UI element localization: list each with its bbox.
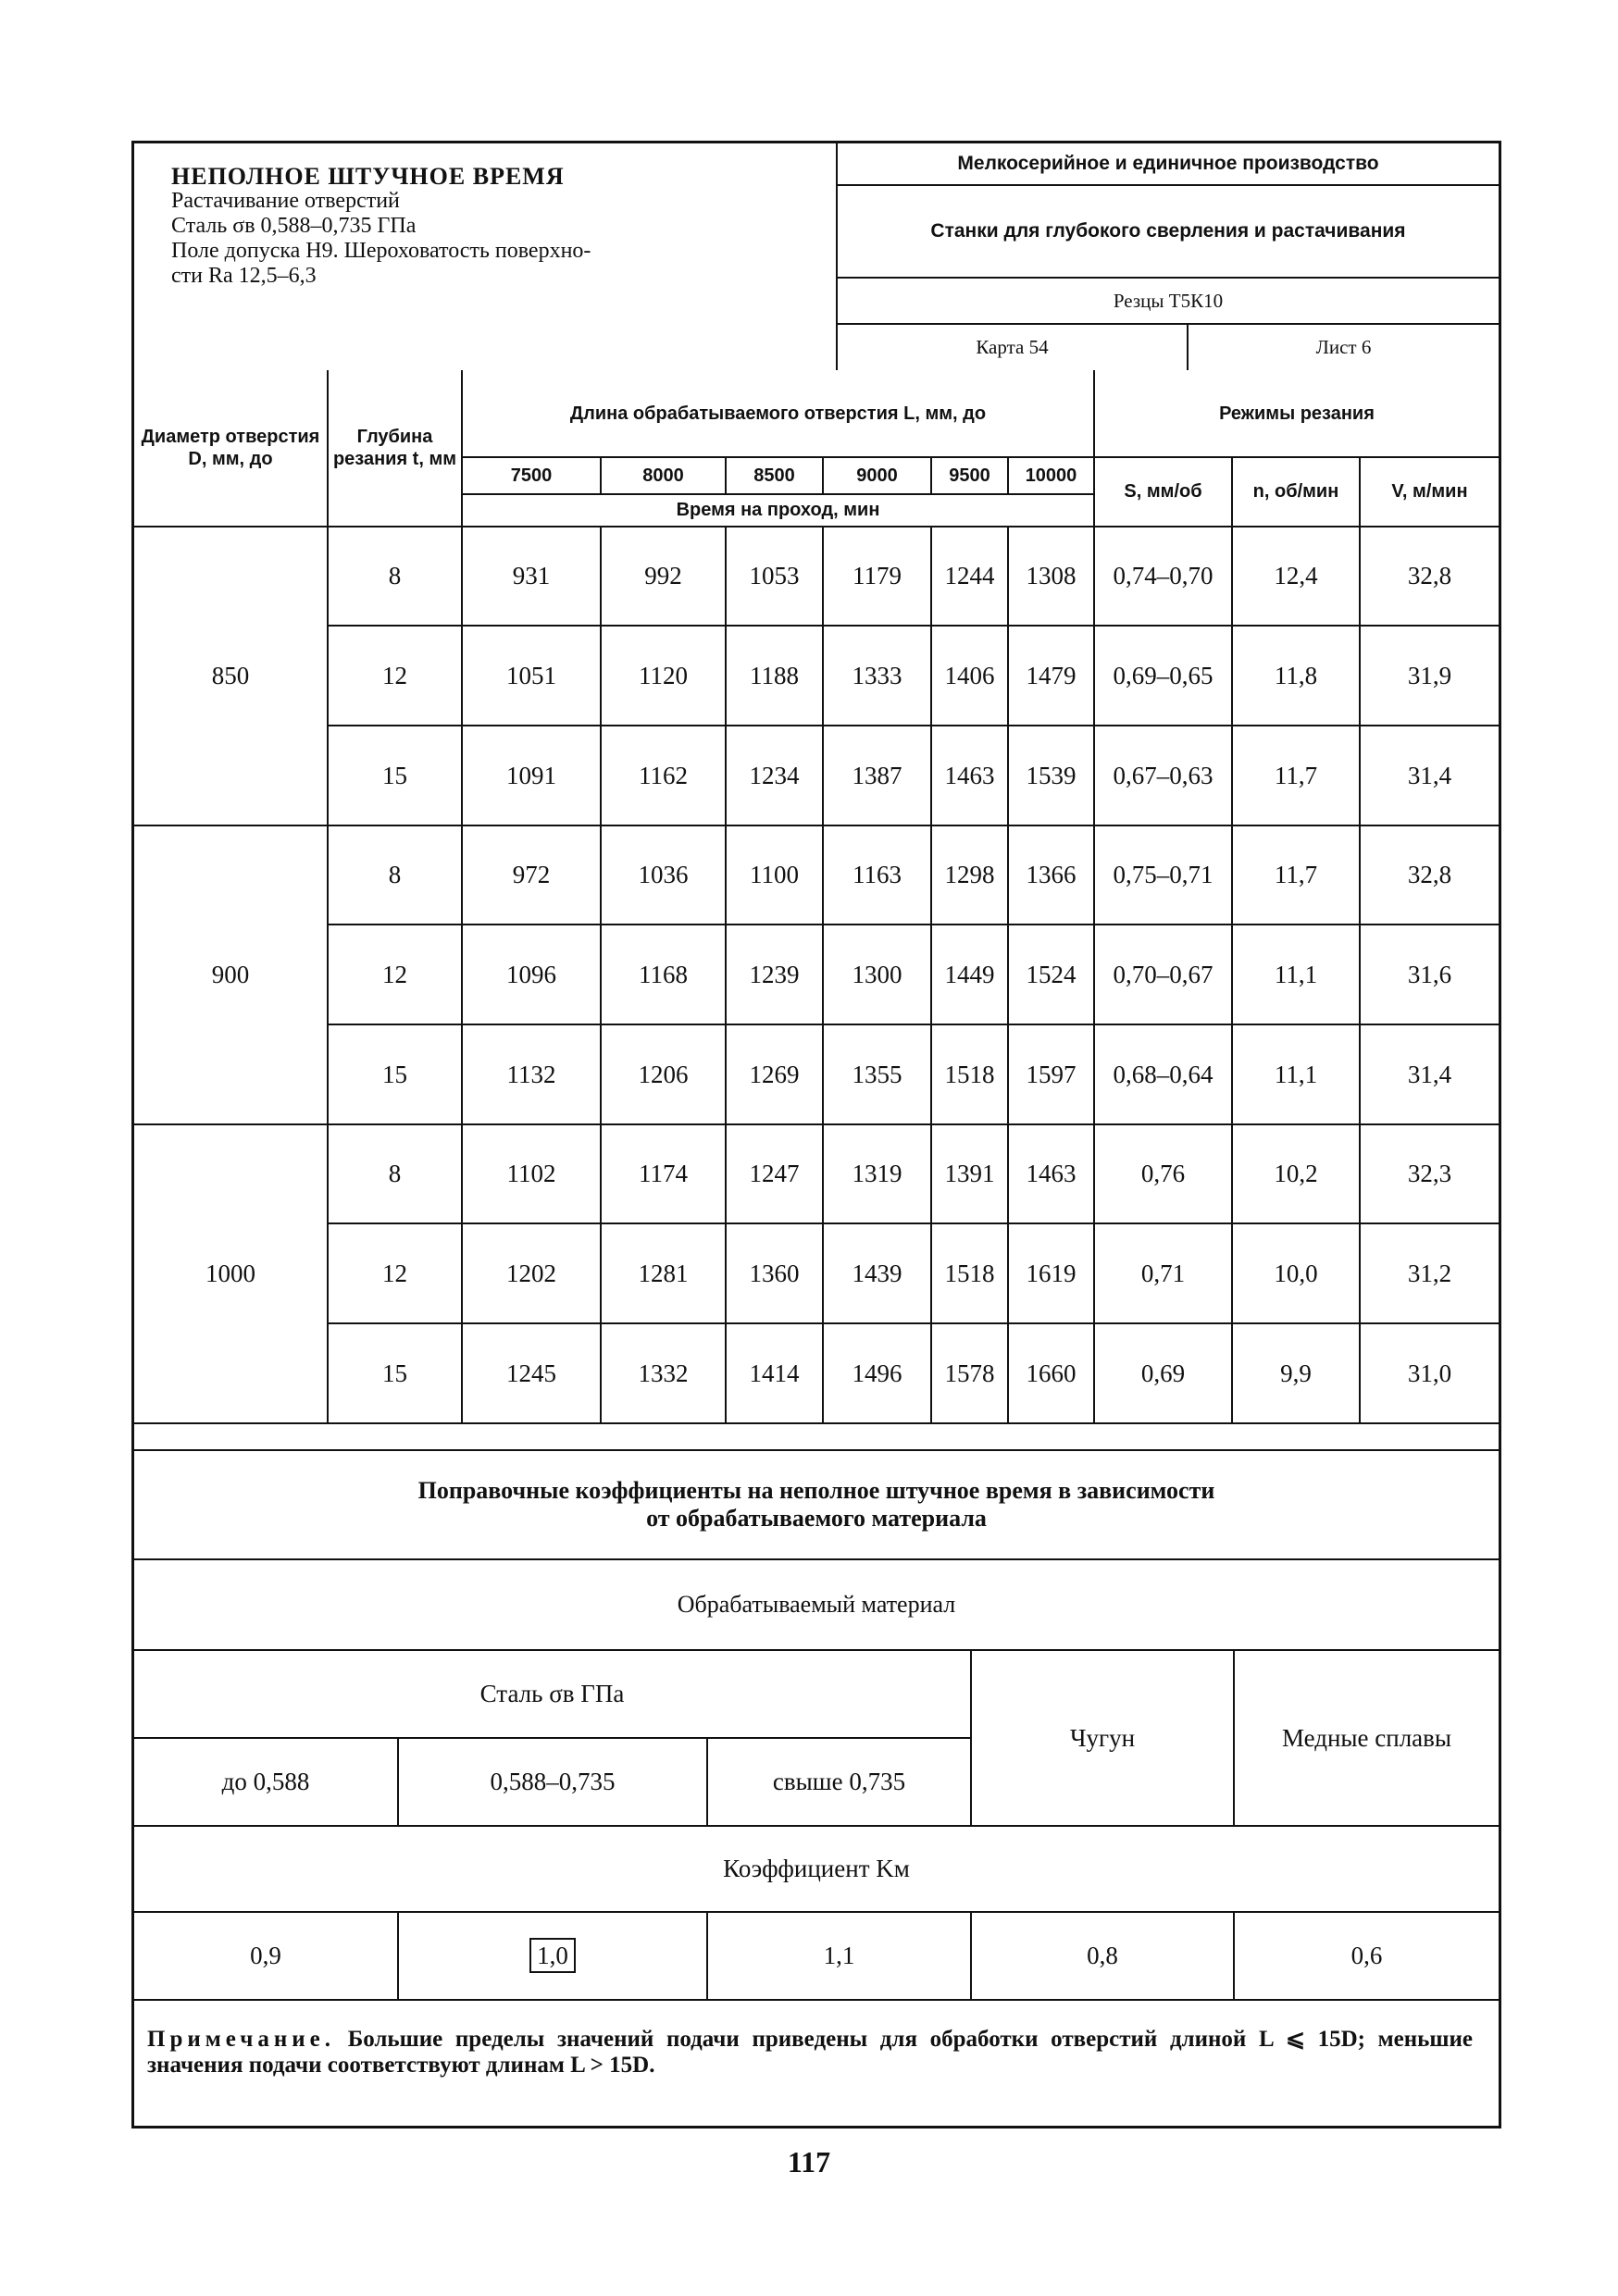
cast-iron-label: Чугун bbox=[971, 1650, 1234, 1826]
time-cell: 1406 bbox=[931, 626, 1008, 726]
material-label: Обрабатываемый материал bbox=[134, 1558, 1499, 1649]
time-cell: 1539 bbox=[1008, 726, 1094, 825]
copper-label: Медные сплавы bbox=[1234, 1650, 1499, 1826]
operation-line: Растачивание отверстий bbox=[171, 189, 400, 213]
length-value: 9500 bbox=[931, 457, 1008, 494]
coefficient-value: 0,6 bbox=[1234, 1912, 1499, 2000]
time-cell: 1300 bbox=[823, 925, 931, 1024]
depth-cell: 15 bbox=[328, 726, 462, 825]
table-row bbox=[134, 1323, 1499, 1423]
time-cell: 1188 bbox=[726, 626, 823, 726]
feed-cell: 0,74–0,70 bbox=[1094, 527, 1232, 626]
time-cell: 1053 bbox=[726, 527, 823, 626]
time-cell: 1518 bbox=[931, 1223, 1008, 1323]
card-info-block bbox=[838, 143, 1499, 370]
material-line: Сталь σв 0,588–0,735 ГПа bbox=[171, 214, 417, 238]
feed-header: S, мм/об bbox=[1094, 457, 1232, 527]
coefficient-value-cell bbox=[398, 1912, 707, 2000]
time-cell: 1319 bbox=[823, 1124, 931, 1223]
time-cell: 1234 bbox=[726, 726, 823, 825]
time-cell: 1578 bbox=[931, 1323, 1008, 1423]
time-cell: 1449 bbox=[931, 925, 1008, 1024]
rpm-cell: 11,1 bbox=[1232, 1024, 1360, 1124]
table-row bbox=[134, 925, 1499, 1024]
time-cell: 1206 bbox=[601, 1024, 726, 1124]
rpm-cell: 11,7 bbox=[1232, 726, 1360, 825]
depth-header: Глубина резания t, мм bbox=[328, 370, 462, 527]
time-cell: 1096 bbox=[462, 925, 601, 1024]
time-cell: 1163 bbox=[823, 825, 931, 925]
rpm-cell: 11,1 bbox=[1232, 925, 1360, 1024]
time-cell: 1414 bbox=[726, 1323, 823, 1423]
time-cell: 1479 bbox=[1008, 626, 1094, 726]
footnote-prefix: Примечание. bbox=[147, 2027, 336, 2052]
diameter-cell: 900 bbox=[134, 825, 328, 1124]
coefficient-value: 0,9 bbox=[134, 1912, 398, 2000]
page-number: 117 bbox=[787, 2145, 831, 2178]
steel-range: свыше 0,735 bbox=[707, 1738, 971, 1826]
time-cell: 1387 bbox=[823, 726, 931, 825]
time-per-pass-header: Время на проход, мин bbox=[462, 494, 1094, 527]
depth-cell: 8 bbox=[328, 825, 462, 925]
speed-cell: 32,3 bbox=[1360, 1124, 1499, 1223]
time-cell: 1244 bbox=[931, 527, 1008, 626]
speed-cell: 32,8 bbox=[1360, 825, 1499, 925]
card-number: Карта 54 bbox=[838, 325, 1189, 370]
time-cell: 1245 bbox=[462, 1323, 601, 1423]
speed-cell: 31,4 bbox=[1360, 1024, 1499, 1124]
rpm-cell: 12,4 bbox=[1232, 527, 1360, 626]
depth-cell: 8 bbox=[328, 1124, 462, 1223]
speed-cell: 31,0 bbox=[1360, 1323, 1499, 1423]
diameter-cell: 850 bbox=[134, 527, 328, 825]
rpm-cell: 11,8 bbox=[1232, 626, 1360, 726]
table-row bbox=[134, 825, 1499, 925]
length-value: 10000 bbox=[1008, 457, 1094, 494]
table-row bbox=[134, 527, 1499, 626]
steel-range: до 0,588 bbox=[134, 1738, 398, 1826]
footnote-text: Большие пределы значений подачи приведены для обработки отверстий длиной L ⩽ 15D; меньшие значения подачи соответствуют длинам L > 15D. bbox=[147, 2027, 1473, 2078]
time-cell: 1463 bbox=[1008, 1124, 1094, 1223]
machine-type: Станки для глубокого сверления и растачивания bbox=[838, 186, 1499, 279]
table-row bbox=[134, 626, 1499, 726]
card-title: НЕПОЛНОЕ ШТУЧНОЕ ВРЕМЯ bbox=[171, 163, 565, 190]
time-cell: 1391 bbox=[931, 1124, 1008, 1223]
rpm-cell: 10,0 bbox=[1232, 1223, 1360, 1323]
footnote bbox=[134, 1999, 1499, 2126]
time-cell: 1036 bbox=[601, 825, 726, 925]
material-table bbox=[134, 1649, 1499, 2001]
speed-cell: 31,4 bbox=[1360, 726, 1499, 825]
length-value: 7500 bbox=[462, 457, 601, 494]
feed-cell: 0,69–0,65 bbox=[1094, 626, 1232, 726]
tool-type: Резцы Т5К10 bbox=[838, 279, 1499, 325]
time-cell: 1168 bbox=[601, 925, 726, 1024]
depth-cell: 12 bbox=[328, 925, 462, 1024]
depth-cell: 15 bbox=[328, 1024, 462, 1124]
time-cell: 1496 bbox=[823, 1323, 931, 1423]
length-value: 8000 bbox=[601, 457, 726, 494]
rpm-cell: 11,7 bbox=[1232, 825, 1360, 925]
time-cell: 1100 bbox=[726, 825, 823, 925]
card-title-block bbox=[134, 143, 838, 370]
speed-rpm-header: n, об/мин bbox=[1232, 457, 1360, 527]
length-value: 9000 bbox=[823, 457, 931, 494]
time-cell: 1269 bbox=[726, 1024, 823, 1124]
table-row bbox=[134, 1223, 1499, 1323]
time-cell: 1332 bbox=[601, 1323, 726, 1423]
depth-cell: 15 bbox=[328, 1323, 462, 1423]
time-cell: 1102 bbox=[462, 1124, 601, 1223]
length-value: 8500 bbox=[726, 457, 823, 494]
diameter-header: Диаметр отверстия D, мм, до bbox=[134, 370, 328, 527]
table-row bbox=[134, 1024, 1499, 1124]
time-cell: 1174 bbox=[601, 1124, 726, 1223]
time-cell: 1660 bbox=[1008, 1323, 1094, 1423]
feed-cell: 0,71 bbox=[1094, 1223, 1232, 1323]
coefficient-value: 1,0 bbox=[529, 1938, 576, 1973]
roughness-line: сти Ra 12,5–6,3 bbox=[171, 264, 317, 288]
correction-title-line2: от обрабатываемого материала bbox=[646, 1505, 987, 1532]
table-row bbox=[134, 726, 1499, 825]
table-row bbox=[134, 1124, 1499, 1223]
speed-cell: 31,2 bbox=[1360, 1223, 1499, 1323]
feed-cell: 0,75–0,71 bbox=[1094, 825, 1232, 925]
time-cell: 1202 bbox=[462, 1223, 601, 1323]
time-cell: 1597 bbox=[1008, 1024, 1094, 1124]
time-cell: 1333 bbox=[823, 626, 931, 726]
coefficient-label: Коэффициент Kм bbox=[134, 1826, 1499, 1912]
depth-cell: 12 bbox=[328, 1223, 462, 1323]
steel-label: Сталь σв ГПа bbox=[134, 1650, 971, 1738]
time-cell: 1281 bbox=[601, 1223, 726, 1323]
time-cell: 1298 bbox=[931, 825, 1008, 925]
time-cell: 992 bbox=[601, 527, 726, 626]
time-cell: 1524 bbox=[1008, 925, 1094, 1024]
correction-title-line1: Поправочные коэффициенты на неполное штучное время в зависимости bbox=[417, 1477, 1215, 1504]
time-cell: 1308 bbox=[1008, 527, 1094, 626]
feed-cell: 0,67–0,63 bbox=[1094, 726, 1232, 825]
time-cell: 1247 bbox=[726, 1124, 823, 1223]
card-sheet-row bbox=[838, 325, 1499, 370]
sheet-number: Лист 6 bbox=[1315, 336, 1372, 358]
diameter-cell: 1000 bbox=[134, 1124, 328, 1423]
production-type: Мелкосерийное и единичное производство bbox=[838, 143, 1499, 186]
time-cell: 1619 bbox=[1008, 1223, 1094, 1323]
time-cell: 1132 bbox=[462, 1024, 601, 1124]
modes-header: Режимы резания bbox=[1094, 370, 1499, 457]
depth-cell: 12 bbox=[328, 626, 462, 726]
time-cell: 972 bbox=[462, 825, 601, 925]
time-cell: 1239 bbox=[726, 925, 823, 1024]
speed-cell: 31,6 bbox=[1360, 925, 1499, 1024]
card-header bbox=[134, 143, 1499, 370]
time-cell: 931 bbox=[462, 527, 601, 626]
cutting-speed-header: V, м/мин bbox=[1360, 457, 1499, 527]
cutting-time-table bbox=[134, 370, 1499, 1424]
speed-cell: 32,8 bbox=[1360, 527, 1499, 626]
coefficient-value: 0,8 bbox=[971, 1912, 1234, 2000]
feed-cell: 0,70–0,67 bbox=[1094, 925, 1232, 1024]
tolerance-line: Поле допуска Н9. Шероховатость поверхно- bbox=[171, 239, 591, 263]
time-cell: 1179 bbox=[823, 527, 931, 626]
time-cell: 1439 bbox=[823, 1223, 931, 1323]
time-cell: 1120 bbox=[601, 626, 726, 726]
time-cell: 1366 bbox=[1008, 825, 1094, 925]
speed-cell: 31,9 bbox=[1360, 626, 1499, 726]
time-cell: 1518 bbox=[931, 1024, 1008, 1124]
coefficient-value: 1,1 bbox=[707, 1912, 971, 2000]
time-cell: 1162 bbox=[601, 726, 726, 825]
rpm-cell: 9,9 bbox=[1232, 1323, 1360, 1423]
length-header: Длина обрабатываемого отверстия L, мм, до bbox=[462, 370, 1094, 457]
time-cell: 1355 bbox=[823, 1024, 931, 1124]
depth-cell: 8 bbox=[328, 527, 462, 626]
feed-cell: 0,68–0,64 bbox=[1094, 1024, 1232, 1124]
time-cell: 1360 bbox=[726, 1223, 823, 1323]
time-cell: 1463 bbox=[931, 726, 1008, 825]
time-cell: 1091 bbox=[462, 726, 601, 825]
correction-title bbox=[134, 1449, 1499, 1558]
time-cell: 1051 bbox=[462, 626, 601, 726]
feed-cell: 0,69 bbox=[1094, 1323, 1232, 1423]
feed-cell: 0,76 bbox=[1094, 1124, 1232, 1223]
steel-range: 0,588–0,735 bbox=[398, 1738, 707, 1826]
document-frame bbox=[131, 141, 1501, 2128]
rpm-cell: 10,2 bbox=[1232, 1124, 1360, 1223]
